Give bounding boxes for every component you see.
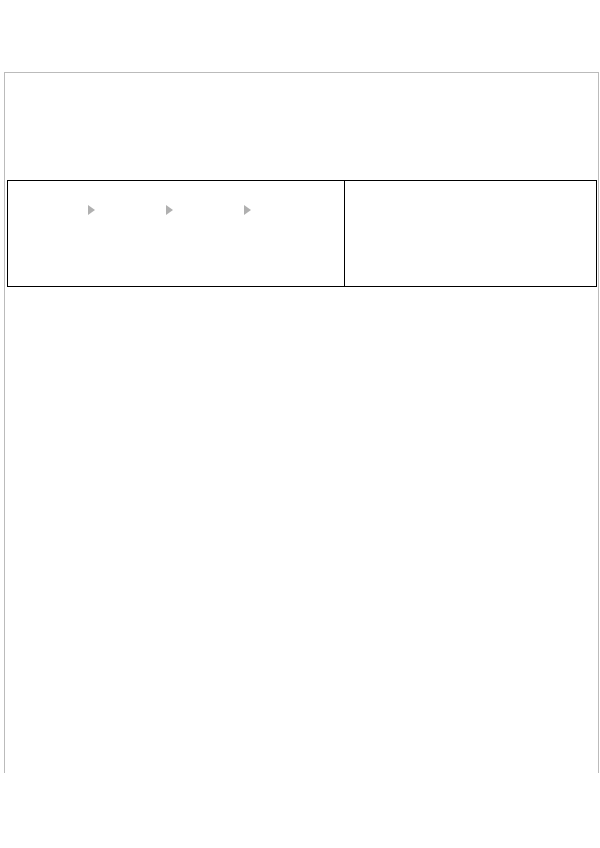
stage-3-box — [176, 191, 240, 231]
stage-1-box — [20, 191, 84, 231]
page-frame — [4, 72, 599, 773]
arrow-icon — [244, 205, 251, 215]
transition-box — [7, 180, 597, 287]
stage-4-box — [254, 191, 314, 231]
box-divider — [344, 181, 345, 286]
arrow-icon — [166, 205, 173, 215]
arrow-icon — [88, 205, 95, 215]
transition-diagram — [20, 189, 336, 281]
stage-2-box — [98, 191, 162, 231]
box-right-column — [349, 184, 591, 194]
